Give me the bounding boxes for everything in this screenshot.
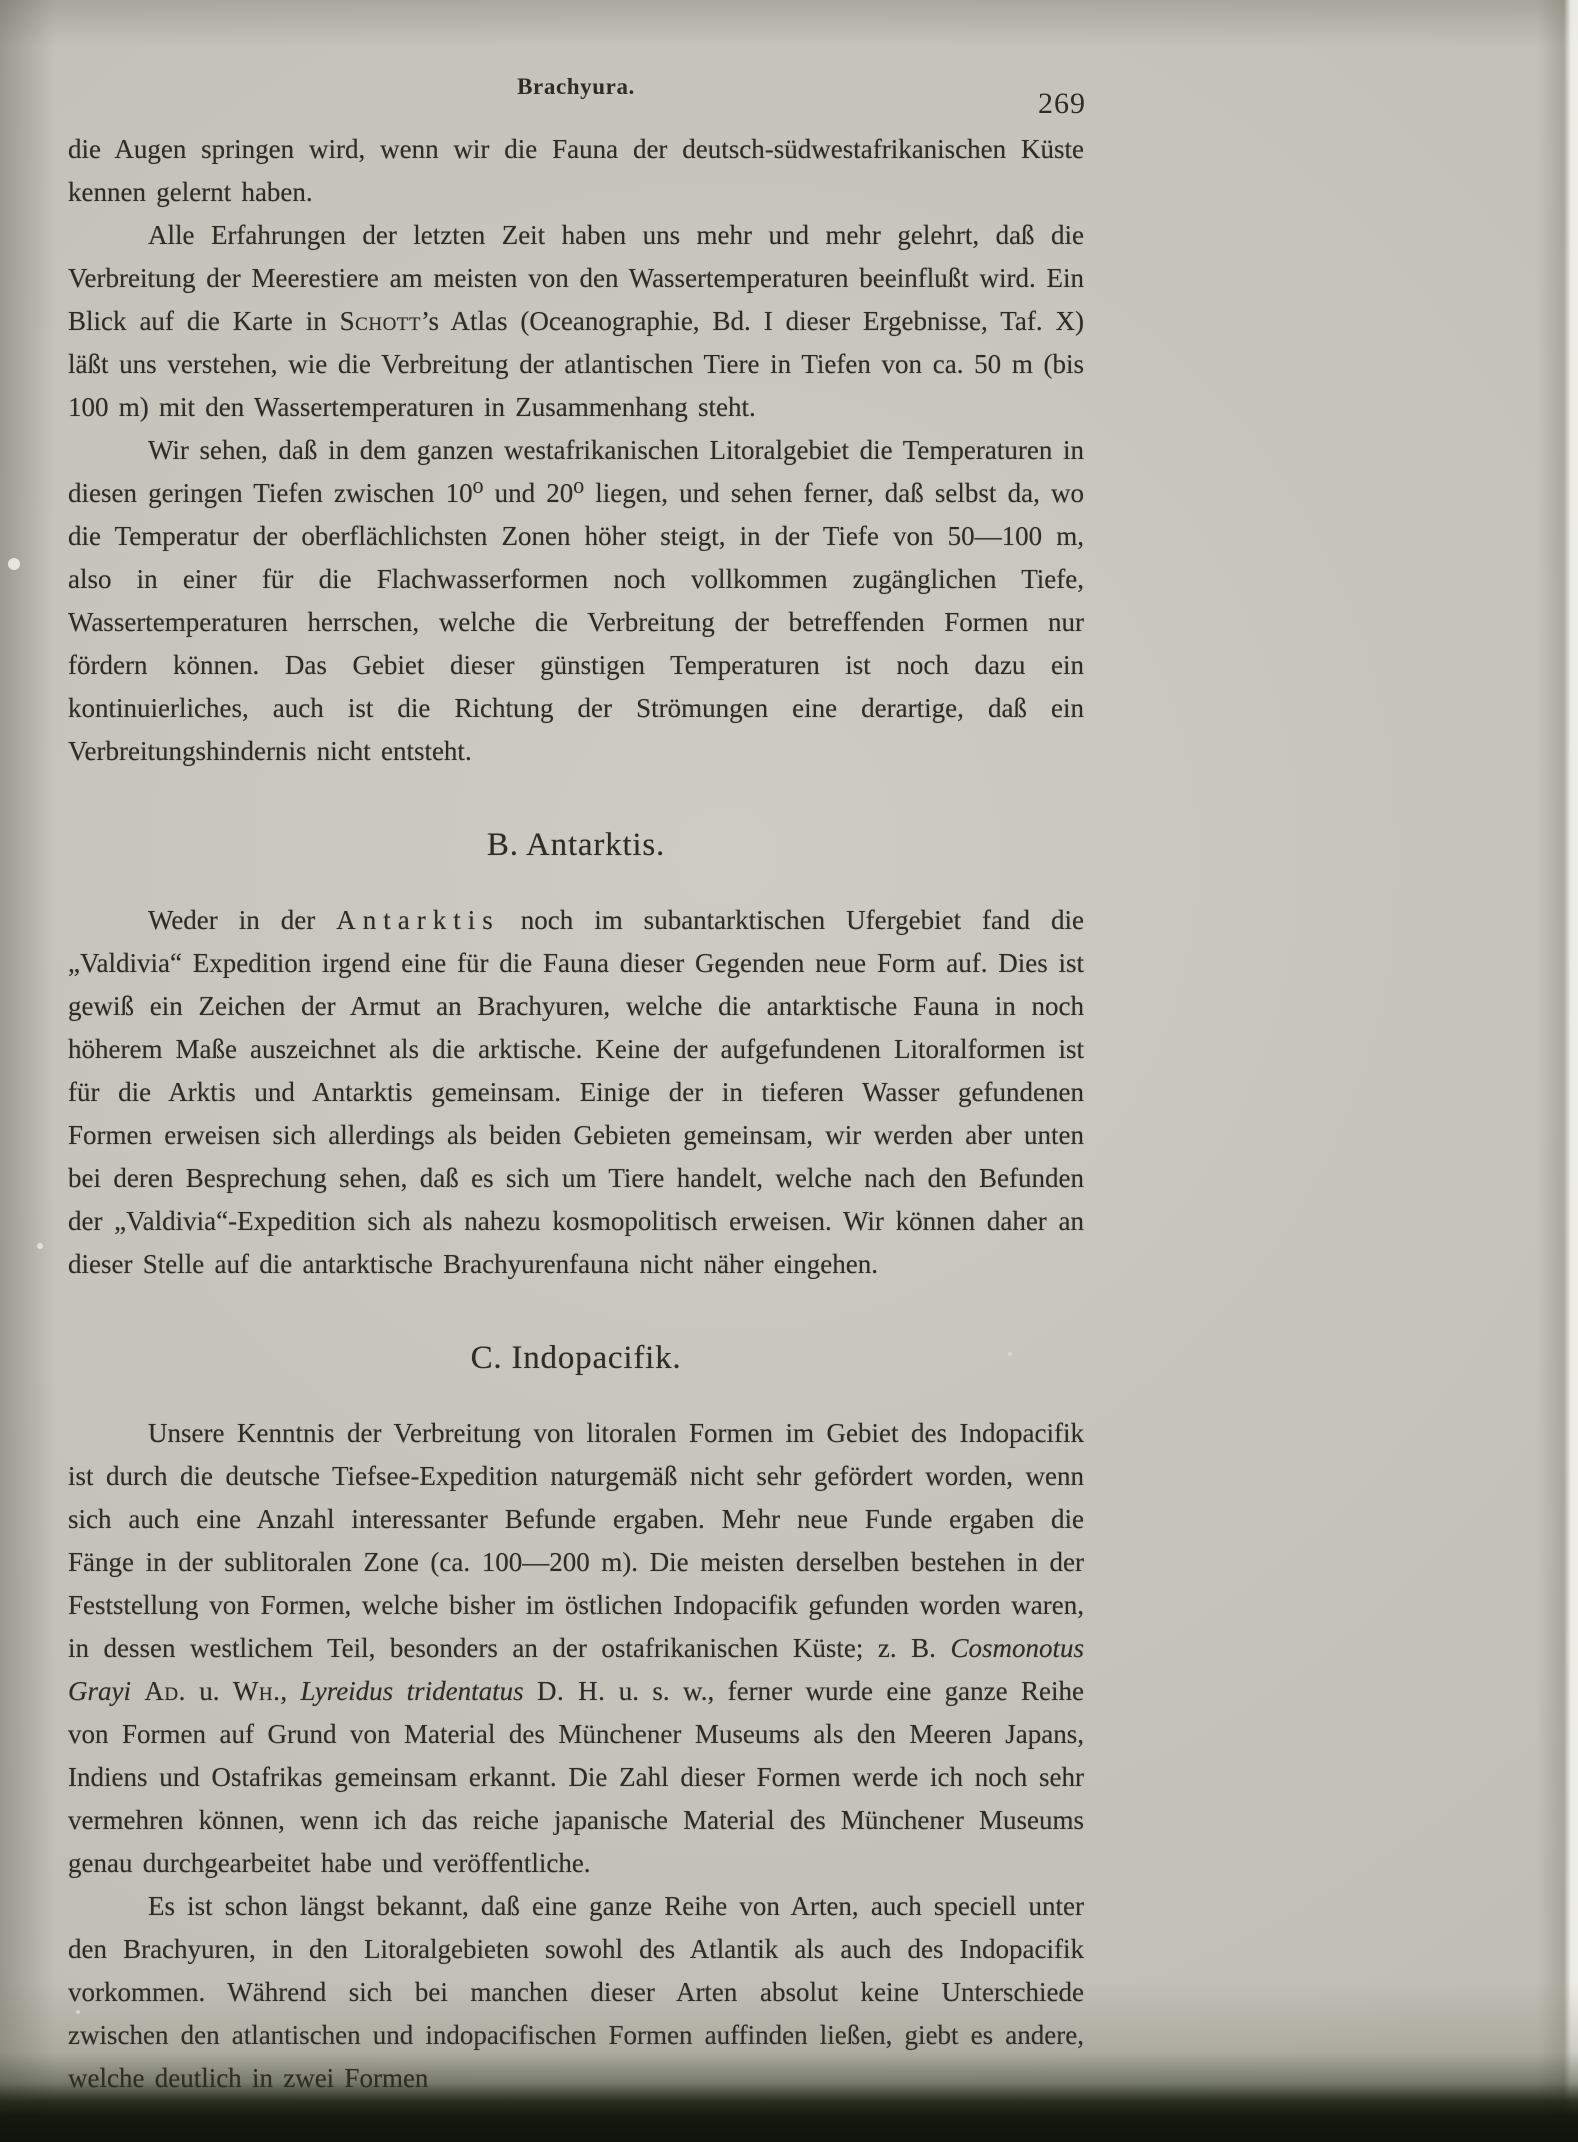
paragraph [68, 1412, 1084, 1885]
text-run: Ad. [144, 1676, 186, 1706]
paragraph [68, 899, 1084, 1286]
text-run: Wir sehen, daß in dem ganzen westafrikanischen Litoralgebiet die Temperaturen in diesen geringen Tiefen zwischen 10⁰ und 20⁰ liegen, und sehen ferner, daß selbst da, wo die Temperatur der oberflächlichsten Zonen höher steigt, in der Tiefe von 50—100 m, also in einer für die Flachwasserformen noch vollkommen zugänglichen Tiefe, Wassertemperaturen herrschen, welche die Verbreitung der betreffenden Formen nur fördern können. Das Gebiet dieser günstigen Temperaturen ist noch dazu ein kontinuierliches, auch ist die Richtung der Strömungen eine derartige, daß ein Verbreitungshindernis nicht entsteht. [68, 435, 1084, 766]
page-number: 269 [1038, 87, 1086, 120]
paragraph [68, 128, 1084, 214]
text-block [68, 74, 1084, 2100]
text-run: D. H. [536, 1676, 606, 1706]
text-run: u. [185, 1676, 233, 1706]
text-run: noch im subantarktischen Ufergebiet fand die „Valdivia“ Expedition irgend eine für die Fauna dieser Gegenden neue Form auf. Dies ist gewiß ein Zeichen der Armut an Brachyuren, welche die antarktische Fauna in noch höherem Maße auszeichnet als die arktische. Keine der aufgefundenen Litoralformen ist für die Arktis und Antarktis gemeinsam. Einige der in tieferen Wasser gefundenen Formen erweisen sich allerdings als beiden Gebieten gemeinsam, wir werden aber unten bei deren Besprechung sehen, daß es sich um Tiere handelt, welche nach den Befunden der „Valdivia“-Expedition sich als nahezu kosmopolitisch erweisen. Wir können daher an dieser Stelle auf die antarktische Brachyurenfauna nicht näher eingehen. [68, 905, 1084, 1279]
text-run [131, 1676, 144, 1706]
paragraph [68, 429, 1084, 773]
text-run: die Augen springen wird, wenn wir die Fauna der deutsch-südwestafrikanischen Küste kennen gelernt haben. [68, 134, 1084, 207]
text-run: Schott [339, 306, 421, 336]
text-run: Es ist schon längst bekannt, daß eine ganze Reihe von Arten, auch speciell unter den Brachyuren, in den Litoralgebieten sowohl des Atlantik als auch des Indopacifik vorkommen. Während sich bei manchen dieser Arten absolut keine Unterschiede zwischen den atlantischen und indopacifischen Formen auffinden ließen, giebt es andere, welche deutlich in zwei Formen [68, 1891, 1084, 2093]
running-title: Brachyura. [517, 74, 635, 99]
text-run: Unsere Kenntnis der Verbreitung von litoralen Formen im Gebiet des Indopacifik ist durch die deutsche Tiefsee-Expedition naturgemäß nicht sehr gefördert worden, wenn sich auch eine Anzahl interessanter Befunde ergaben. Mehr neue Funde ergaben die Fänge in der sublitoralen Zone (ca. 100—200 m). Die meisten derselben bestehen in der Feststellung von Formen, welche bisher im östlichen Indopacifik gefunden worden waren, in dessen westlichem Teil, besonders an der ostafrikanischen Küste; z. B. [68, 1418, 1084, 1663]
paragraph [68, 1885, 1084, 2100]
text-run [524, 1676, 537, 1706]
text-run: , [280, 1676, 301, 1706]
paragraph [68, 214, 1084, 429]
text-run: u. s. w., ferner wurde eine ganze Reihe von Formen auf Grund von Material des Münchener Museums als den Meeren Japans, Indiens und Ostafrikas gemeinsam erkannt. Die Zahl dieser Formen werde ich noch sehr vermehren können, wenn ich das reiche japanische Material des Münchener Museums genau durchgearbeitet habe und veröffentliche. [68, 1676, 1084, 1878]
text-run: Alle Erfahrungen der letzten Zeit haben uns mehr und mehr gelehrt, daß die Verbreitung der Meerestiere am meisten von den Wassertemperaturen beeinflußt wird. Ein Blick auf die Karte in [68, 220, 1084, 336]
text-run: Cosmonotus Grayi [68, 1633, 1084, 1706]
text-run: Lyreidus tridentatus [300, 1676, 524, 1706]
text-run: Antarktis [336, 905, 500, 935]
text-run: ’s Atlas (Oceanographie, Bd. I dieser Ergebnisse, Taf. X) läßt uns verstehen, wie die Verbreitung der atlantischen Tiere in Tiefen von ca. 50 m (bis 100 m) mit den Wassertemperaturen in Zusammenhang steht. [68, 306, 1085, 422]
page-header [68, 74, 1084, 126]
section-heading: C. Indopacifik. [470, 1340, 682, 1376]
text-run: Weder in der [148, 905, 337, 935]
section-heading: B. Antarktis. [486, 827, 666, 863]
text-run: Wh. [232, 1676, 281, 1706]
page-body [68, 128, 1084, 2100]
